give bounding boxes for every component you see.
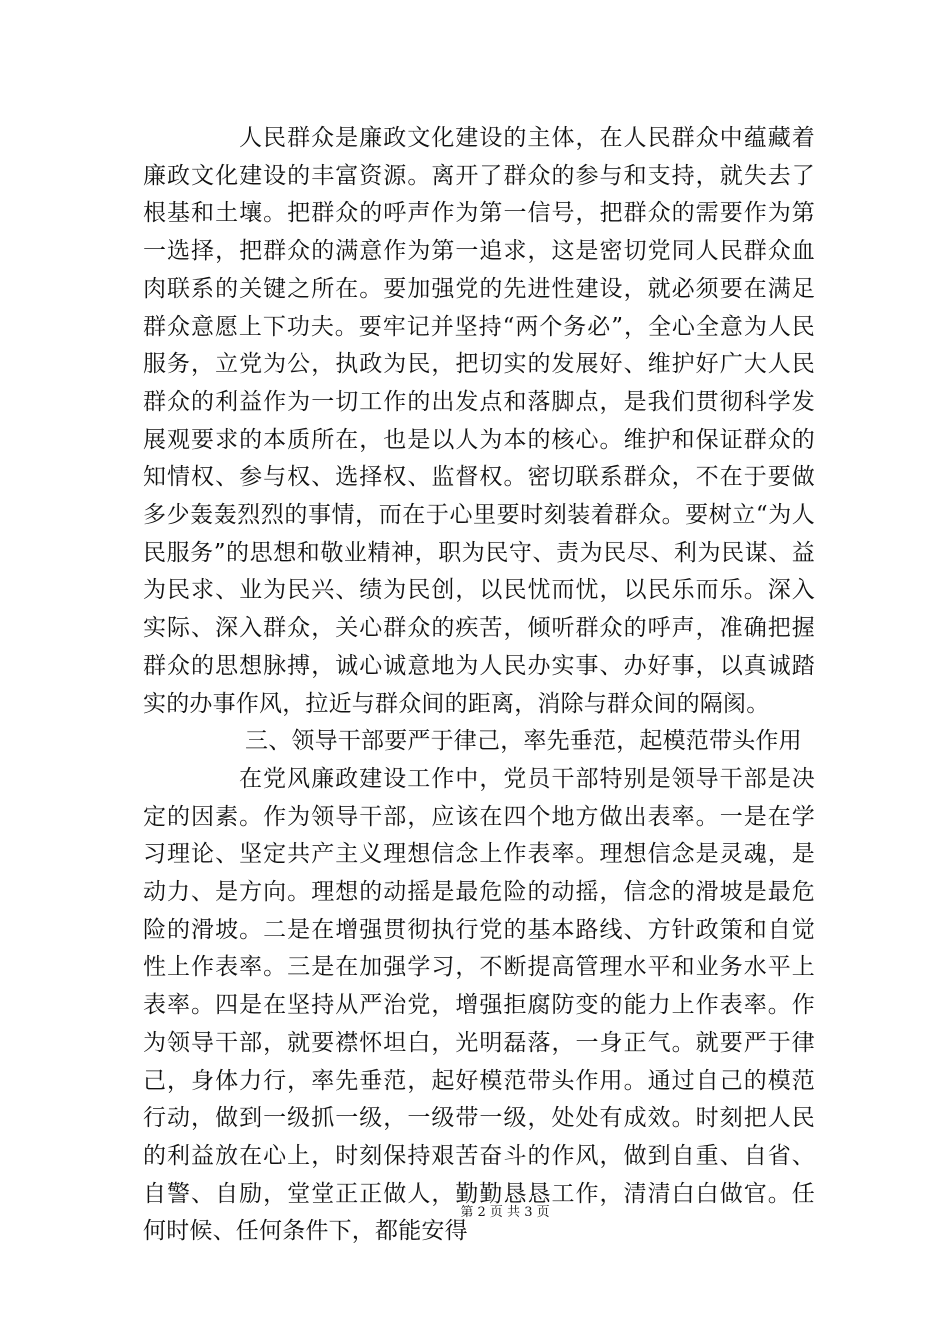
paragraph-masses: 人民群众是廉政文化建设的主体，在人民群众中蕴藏着廉政文化建设的丰富资源。离开了群众的参与和支持，就失去了根基和土壤。把群众的呼声作为第一信号，把群众的需要作为第一选择，把群众的满意作为第一追求，这是密切党同人民群众血肉联系的关键之所在。要加强党的先进性建设，就必须要在满足群众意愿上下功夫。要牢记并坚持“两个务必”，全心全意为人民服务，立党为公，执政为民，把切实的发展好、维护好广大人民群众的利益作为一切工作的出发点和落脚点，是我们贯彻科学发展观要求的本质所在，也是以人为本的核心。维护和保证群众的知情权、参与权、选择权、监督权。密切联系群众，不在于要做多少轰轰烈烈的事情，而在于心里要时刻装着群众。要树立“为人民服务”的思想和敬业精神，职为民守、责为民尽、利为民谋、益为民求、业为民兴、绩为民创，以民忧而忧，以民乐而乐。深入实际、深入群众，关心群众的疾苦，倾听群众的呼声，准确把握群众的思想脉搏，诚心诚意地为人民办实事、办好事，以真诚踏实的办事作风，拉近与群众间的距离，消除与群众间的隔阂。 bbox=[143, 125, 815, 717]
document-body bbox=[143, 120, 815, 1251]
page-number-footer: 第 2 页 共 3 页 bbox=[460, 1205, 550, 1220]
section-heading-three: 三、领导干部要严于律己，率先垂范，起模范带头作用 bbox=[245, 728, 802, 755]
paragraph-leaders: 在党风廉政建设工作中，党员干部特别是领导干部是决定的因素。作为领导干部，应该在四个地方做出表率。一是在学习理论、坚定共产主义理想信念上作表率。理想信念是灵魂，是动力、是方向。理想的动摇是最危险的动摇，信念的滑坡是最危险的滑坡。二是在增强贯彻执行党的基本路线、方针政策和自觉性上作表率。三是在加强学习，不断提高管理水平和业务水平上表率。四是在坚持从严治党，增强拒腐防变的能力上作表率。作为领导干部，就要襟怀坦白，光明磊落，一身正气。就要严于律己，身体力行，率先垂范，起好模范带头作用。通过自己的模范行动，做到一级抓一级，一级带一级，处处有成效。时刻把人民的利益放在心上，时刻保持艰苦奋斗的作风，做到自重、自省、自警、自励，堂堂正正做人，勤勤恳恳工作，清清白白做官。任何时候、任何条件下，都能安得 bbox=[143, 765, 815, 1245]
